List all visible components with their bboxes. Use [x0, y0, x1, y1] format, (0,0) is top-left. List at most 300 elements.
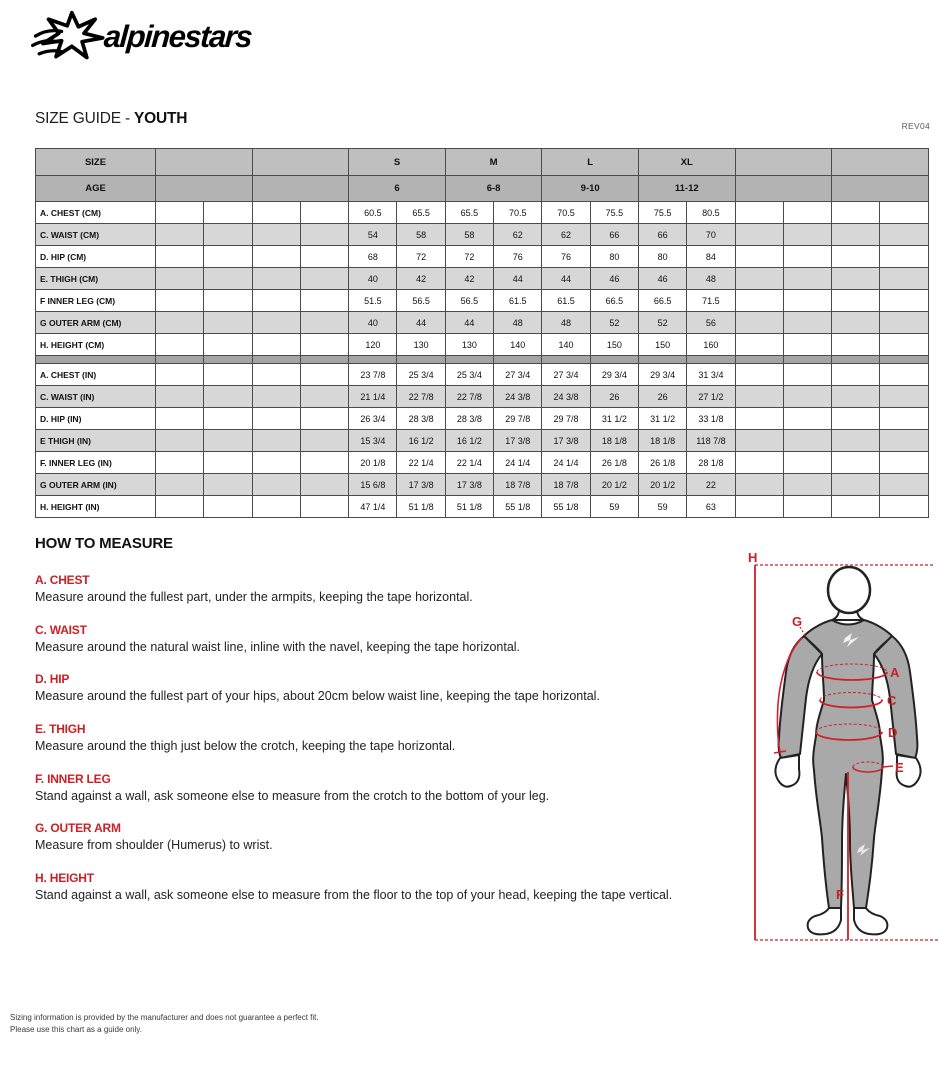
measure-text: Measure from shoulder (Humerus) to wrist. — [35, 838, 273, 853]
row-label-cell: A. CHEST (CM) — [36, 202, 156, 224]
value-cell: 17 3/8 — [494, 430, 542, 452]
how-to-measure-section — [35, 535, 740, 920]
empty-cell — [687, 356, 735, 364]
size-header-cell: M — [445, 149, 542, 176]
row-label-cell: E THIGH (IN) — [36, 430, 156, 452]
empty-cell — [300, 474, 348, 496]
empty-cell — [204, 364, 252, 386]
empty-cell — [156, 176, 253, 202]
empty-cell — [735, 224, 783, 246]
value-cell: 60.5 — [349, 202, 397, 224]
empty-cell — [300, 290, 348, 312]
empty-cell — [204, 430, 252, 452]
value-cell: 25 3/4 — [397, 364, 445, 386]
value-cell: 16 1/2 — [397, 430, 445, 452]
value-cell: 25 3/4 — [445, 364, 493, 386]
empty-cell — [156, 290, 204, 312]
value-cell: 51.5 — [349, 290, 397, 312]
value-cell: 20 1/8 — [349, 452, 397, 474]
empty-cell — [832, 312, 880, 334]
value-cell: 15 6/8 — [349, 474, 397, 496]
empty-cell — [735, 202, 783, 224]
value-cell: 29 7/8 — [542, 408, 590, 430]
value-cell: 65.5 — [397, 202, 445, 224]
empty-cell — [783, 290, 831, 312]
separator-row — [36, 356, 929, 364]
value-cell: 28 3/8 — [445, 408, 493, 430]
table-data-row — [36, 452, 929, 474]
value-cell: 130 — [445, 334, 493, 356]
value-cell: 51 1/8 — [445, 496, 493, 518]
empty-cell — [252, 312, 300, 334]
empty-cell — [300, 202, 348, 224]
value-cell: 44 — [397, 312, 445, 334]
empty-cell — [252, 176, 349, 202]
value-cell: 58 — [445, 224, 493, 246]
value-cell: 52 — [590, 312, 638, 334]
empty-cell — [783, 408, 831, 430]
value-cell: 150 — [590, 334, 638, 356]
empty-cell — [300, 246, 348, 268]
empty-cell — [832, 246, 880, 268]
empty-cell — [300, 408, 348, 430]
head — [828, 567, 870, 613]
value-cell: 44 — [445, 312, 493, 334]
empty-cell — [832, 474, 880, 496]
empty-cell — [735, 290, 783, 312]
measure-item-inner-leg — [35, 772, 740, 805]
measure-text: Stand against a wall, ask someone else to measure from the floor to the top of your head, keeping the tape vertical. — [35, 887, 673, 902]
row-label-cell: C. WAIST (IN) — [36, 386, 156, 408]
empty-cell — [204, 224, 252, 246]
value-cell: 70.5 — [542, 202, 590, 224]
value-cell: 160 — [687, 334, 735, 356]
value-cell: 56.5 — [397, 290, 445, 312]
empty-cell — [880, 452, 928, 474]
empty-cell — [783, 496, 831, 518]
empty-cell — [156, 202, 204, 224]
value-cell: 18 7/8 — [494, 474, 542, 496]
measure-text: Measure around the natural waist line, inline with the navel, keeping the tape horizontal. — [35, 639, 521, 654]
measure-text: Measure around the fullest part, under the armpits, keeping the tape horizontal. — [35, 590, 473, 604]
empty-cell — [252, 496, 300, 518]
value-cell: 80 — [638, 246, 686, 268]
value-cell: 21 1/4 — [349, 386, 397, 408]
label-f: F — [836, 887, 844, 902]
header-label-cell: SIZE — [36, 149, 156, 176]
value-cell: 51 1/8 — [397, 496, 445, 518]
value-cell: 62 — [542, 224, 590, 246]
value-cell: 66.5 — [638, 290, 686, 312]
row-label-cell: G OUTER ARM (CM) — [36, 312, 156, 334]
value-cell: 55 1/8 — [494, 496, 542, 518]
label-h: H — [748, 550, 758, 565]
value-cell: 66 — [590, 224, 638, 246]
empty-cell — [880, 356, 928, 364]
value-cell: 29 7/8 — [494, 408, 542, 430]
value-cell: 48 — [542, 312, 590, 334]
value-cell: 20 1/2 — [590, 474, 638, 496]
empty-cell — [204, 290, 252, 312]
value-cell: 16 1/2 — [445, 430, 493, 452]
empty-cell — [204, 334, 252, 356]
value-cell: 71.5 — [687, 290, 735, 312]
empty-cell — [156, 408, 204, 430]
empty-cell — [880, 408, 928, 430]
empty-cell — [252, 246, 300, 268]
value-cell: 80 — [590, 246, 638, 268]
empty-cell — [156, 312, 204, 334]
empty-cell — [300, 496, 348, 518]
value-cell: 140 — [542, 334, 590, 356]
value-cell: 120 — [349, 334, 397, 356]
value-cell: 27 3/4 — [494, 364, 542, 386]
alpinestars-wordmark: alpinestars — [102, 19, 253, 54]
measure-heading: E. THIGH — [35, 721, 86, 736]
measure-item-chest — [35, 573, 740, 606]
empty-cell — [252, 224, 300, 246]
measure-item-thigh — [35, 722, 740, 755]
footer-line-1: Sizing information is provided by the manufacturer and does not guarantee a perfect fit. — [10, 1013, 319, 1022]
empty-cell — [783, 430, 831, 452]
table-header-row — [36, 176, 929, 202]
measure-heading: F. INNER LEG — [35, 771, 111, 786]
value-cell: 58 — [397, 224, 445, 246]
empty-cell — [735, 268, 783, 290]
value-cell: 80.5 — [687, 202, 735, 224]
table-data-row — [36, 246, 929, 268]
empty-cell — [300, 364, 348, 386]
empty-cell — [252, 430, 300, 452]
empty-cell — [783, 268, 831, 290]
row-label-cell: A. CHEST (IN) — [36, 364, 156, 386]
measure-heading: C. WAIST — [35, 622, 87, 637]
value-cell: 72 — [445, 246, 493, 268]
value-cell: 70 — [687, 224, 735, 246]
empty-cell — [204, 474, 252, 496]
footer-disclaimer — [10, 1012, 319, 1036]
value-cell: 61.5 — [542, 290, 590, 312]
value-cell: 150 — [638, 334, 686, 356]
left-hand — [775, 755, 799, 787]
footer-line-2: Please use this chart as a guide only. — [10, 1025, 142, 1034]
empty-cell — [156, 474, 204, 496]
value-cell: 118 7/8 — [687, 430, 735, 452]
value-cell: 76 — [542, 246, 590, 268]
value-cell: 28 3/8 — [397, 408, 445, 430]
empty-cell — [735, 386, 783, 408]
page-title-youth: YOUTH — [134, 110, 188, 127]
header-label-cell: AGE — [36, 176, 156, 202]
alpinestars-logo — [28, 8, 251, 66]
value-cell: 55 1/8 — [542, 496, 590, 518]
label-e: E — [895, 760, 904, 775]
empty-cell — [156, 246, 204, 268]
table-data-row — [36, 496, 929, 518]
table-data-row — [36, 334, 929, 356]
empty-cell — [638, 356, 686, 364]
left-foot — [808, 908, 841, 934]
row-label-cell: F INNER LEG (CM) — [36, 290, 156, 312]
page-title — [35, 110, 187, 128]
size-header-cell: S — [349, 149, 446, 176]
measure-text: Measure around the thigh just below the crotch, keeping the tape horizontal. — [35, 738, 456, 753]
value-cell: 18 1/8 — [590, 430, 638, 452]
empty-cell — [252, 290, 300, 312]
value-cell: 59 — [638, 496, 686, 518]
measure-item-height — [35, 871, 740, 904]
empty-cell — [832, 176, 929, 202]
empty-cell — [783, 312, 831, 334]
value-cell: 42 — [445, 268, 493, 290]
value-cell: 17 3/8 — [397, 474, 445, 496]
value-cell: 15 3/4 — [349, 430, 397, 452]
value-cell: 75.5 — [638, 202, 686, 224]
empty-cell — [880, 334, 928, 356]
empty-cell — [735, 176, 832, 202]
value-cell: 48 — [687, 268, 735, 290]
measure-text: Stand against a wall, ask someone else to measure from the crotch to the bottom of your leg. — [35, 788, 550, 803]
table-data-row — [36, 364, 929, 386]
empty-cell — [300, 334, 348, 356]
value-cell: 24 3/8 — [494, 386, 542, 408]
value-cell: 72 — [397, 246, 445, 268]
empty-cell — [735, 430, 783, 452]
empty-cell — [156, 364, 204, 386]
empty-cell — [735, 452, 783, 474]
size-header-cell: 6 — [349, 176, 446, 202]
row-label-cell: H. HEIGHT (CM) — [36, 334, 156, 356]
empty-cell — [204, 268, 252, 290]
table-header-row — [36, 149, 929, 176]
value-cell: 130 — [397, 334, 445, 356]
empty-cell — [832, 149, 929, 176]
value-cell: 46 — [590, 268, 638, 290]
value-cell: 24 1/4 — [542, 452, 590, 474]
empty-cell — [832, 224, 880, 246]
empty-cell — [156, 452, 204, 474]
empty-cell — [832, 364, 880, 386]
measure-text: Measure around the fullest part of your hips, about 20cm below waist line, keeping the tape horizontal. — [35, 689, 600, 704]
empty-cell — [156, 334, 204, 356]
body-measurement-diagram — [742, 548, 939, 953]
empty-cell — [880, 474, 928, 496]
empty-cell — [204, 496, 252, 518]
empty-cell — [783, 224, 831, 246]
empty-cell — [494, 356, 542, 364]
empty-cell — [252, 202, 300, 224]
table-data-row — [36, 430, 929, 452]
empty-cell — [300, 356, 348, 364]
empty-cell — [252, 452, 300, 474]
empty-cell — [783, 364, 831, 386]
empty-cell — [735, 364, 783, 386]
value-cell: 75.5 — [590, 202, 638, 224]
empty-cell — [300, 268, 348, 290]
empty-cell — [349, 356, 397, 364]
empty-cell — [735, 334, 783, 356]
value-cell: 22 7/8 — [445, 386, 493, 408]
value-cell: 44 — [542, 268, 590, 290]
empty-cell — [156, 430, 204, 452]
value-cell: 18 1/8 — [638, 430, 686, 452]
value-cell: 18 7/8 — [542, 474, 590, 496]
measure-item-outer-arm — [35, 821, 740, 854]
empty-cell — [880, 224, 928, 246]
table-data-row — [36, 290, 929, 312]
empty-cell — [832, 430, 880, 452]
value-cell: 40 — [349, 268, 397, 290]
value-cell: 76 — [494, 246, 542, 268]
value-cell: 22 1/4 — [445, 452, 493, 474]
empty-cell — [832, 290, 880, 312]
empty-cell — [156, 224, 204, 246]
row-label-cell: C. WAIST (CM) — [36, 224, 156, 246]
value-cell: 22 1/4 — [397, 452, 445, 474]
table-data-row — [36, 408, 929, 430]
empty-cell — [204, 452, 252, 474]
empty-cell — [300, 312, 348, 334]
row-label-cell: E. THIGH (CM) — [36, 268, 156, 290]
row-label-cell: D. HIP (IN) — [36, 408, 156, 430]
value-cell: 29 3/4 — [590, 364, 638, 386]
empty-cell — [783, 202, 831, 224]
value-cell: 31 3/4 — [687, 364, 735, 386]
right-foot — [854, 908, 887, 934]
empty-cell — [252, 364, 300, 386]
row-label-cell: F. INNER LEG (IN) — [36, 452, 156, 474]
empty-cell — [832, 408, 880, 430]
empty-cell — [783, 334, 831, 356]
empty-cell — [252, 268, 300, 290]
empty-cell — [156, 386, 204, 408]
measure-item-hip — [35, 672, 740, 705]
empty-cell — [252, 386, 300, 408]
value-cell: 24 3/8 — [542, 386, 590, 408]
empty-cell — [36, 356, 156, 364]
empty-cell — [880, 246, 928, 268]
revision-label: REV04 — [901, 121, 930, 131]
table-data-row — [36, 202, 929, 224]
value-cell: 54 — [349, 224, 397, 246]
empty-cell — [204, 246, 252, 268]
value-cell: 26 — [590, 386, 638, 408]
empty-cell — [300, 430, 348, 452]
empty-cell — [735, 246, 783, 268]
value-cell: 59 — [590, 496, 638, 518]
empty-cell — [252, 474, 300, 496]
table-data-row — [36, 386, 929, 408]
empty-cell — [832, 356, 880, 364]
value-cell: 47 1/4 — [349, 496, 397, 518]
size-header-cell: XL — [638, 149, 735, 176]
empty-cell — [542, 356, 590, 364]
value-cell: 26 3/4 — [349, 408, 397, 430]
empty-cell — [880, 496, 928, 518]
empty-cell — [252, 408, 300, 430]
value-cell: 70.5 — [494, 202, 542, 224]
value-cell: 22 — [687, 474, 735, 496]
empty-cell — [252, 149, 349, 176]
label-g: G — [792, 614, 803, 629]
empty-cell — [880, 386, 928, 408]
empty-cell — [156, 268, 204, 290]
empty-cell — [252, 356, 300, 364]
table-data-row — [36, 312, 929, 334]
value-cell: 46 — [638, 268, 686, 290]
value-cell: 31 1/2 — [638, 408, 686, 430]
measure-heading: A. CHEST — [35, 573, 90, 587]
size-header-cell: L — [542, 149, 639, 176]
thigh-pointer-line — [883, 766, 893, 767]
value-cell: 140 — [494, 334, 542, 356]
empty-cell — [880, 290, 928, 312]
empty-cell — [832, 496, 880, 518]
value-cell: 42 — [397, 268, 445, 290]
how-to-measure-title: HOW TO MEASURE — [35, 535, 173, 552]
empty-cell — [832, 202, 880, 224]
value-cell: 27 1/2 — [687, 386, 735, 408]
empty-cell — [832, 334, 880, 356]
empty-cell — [783, 246, 831, 268]
value-cell: 66 — [638, 224, 686, 246]
alpinestars-star-icon — [28, 8, 112, 66]
label-d: D — [888, 725, 898, 740]
empty-cell — [735, 356, 783, 364]
empty-cell — [156, 356, 204, 364]
empty-cell — [445, 356, 493, 364]
empty-cell — [832, 268, 880, 290]
value-cell: 26 — [638, 386, 686, 408]
value-cell: 27 3/4 — [542, 364, 590, 386]
measure-heading: G. OUTER ARM — [35, 821, 121, 836]
value-cell: 63 — [687, 496, 735, 518]
empty-cell — [783, 356, 831, 364]
value-cell: 17 3/8 — [542, 430, 590, 452]
value-cell: 66.5 — [590, 290, 638, 312]
empty-cell — [204, 408, 252, 430]
empty-cell — [300, 386, 348, 408]
empty-cell — [156, 149, 253, 176]
label-a: A — [890, 665, 900, 680]
empty-cell — [735, 149, 832, 176]
empty-cell — [204, 202, 252, 224]
empty-cell — [880, 364, 928, 386]
size-table — [35, 148, 929, 518]
value-cell: 40 — [349, 312, 397, 334]
value-cell: 33 1/8 — [687, 408, 735, 430]
value-cell: 61.5 — [494, 290, 542, 312]
value-cell: 65.5 — [445, 202, 493, 224]
empty-cell — [832, 386, 880, 408]
row-label-cell: H. HEIGHT (IN) — [36, 496, 156, 518]
empty-cell — [204, 386, 252, 408]
value-cell: 26 1/8 — [590, 452, 638, 474]
value-cell: 17 3/8 — [445, 474, 493, 496]
empty-cell — [735, 474, 783, 496]
empty-cell — [880, 312, 928, 334]
empty-cell — [300, 452, 348, 474]
value-cell: 26 1/8 — [638, 452, 686, 474]
size-header-cell: 11-12 — [638, 176, 735, 202]
value-cell: 62 — [494, 224, 542, 246]
page-title-prefix: SIZE GUIDE - — [35, 110, 135, 127]
value-cell: 56 — [687, 312, 735, 334]
empty-cell — [783, 474, 831, 496]
measure-heading: D. HIP — [35, 672, 70, 687]
value-cell: 68 — [349, 246, 397, 268]
value-cell: 22 7/8 — [397, 386, 445, 408]
